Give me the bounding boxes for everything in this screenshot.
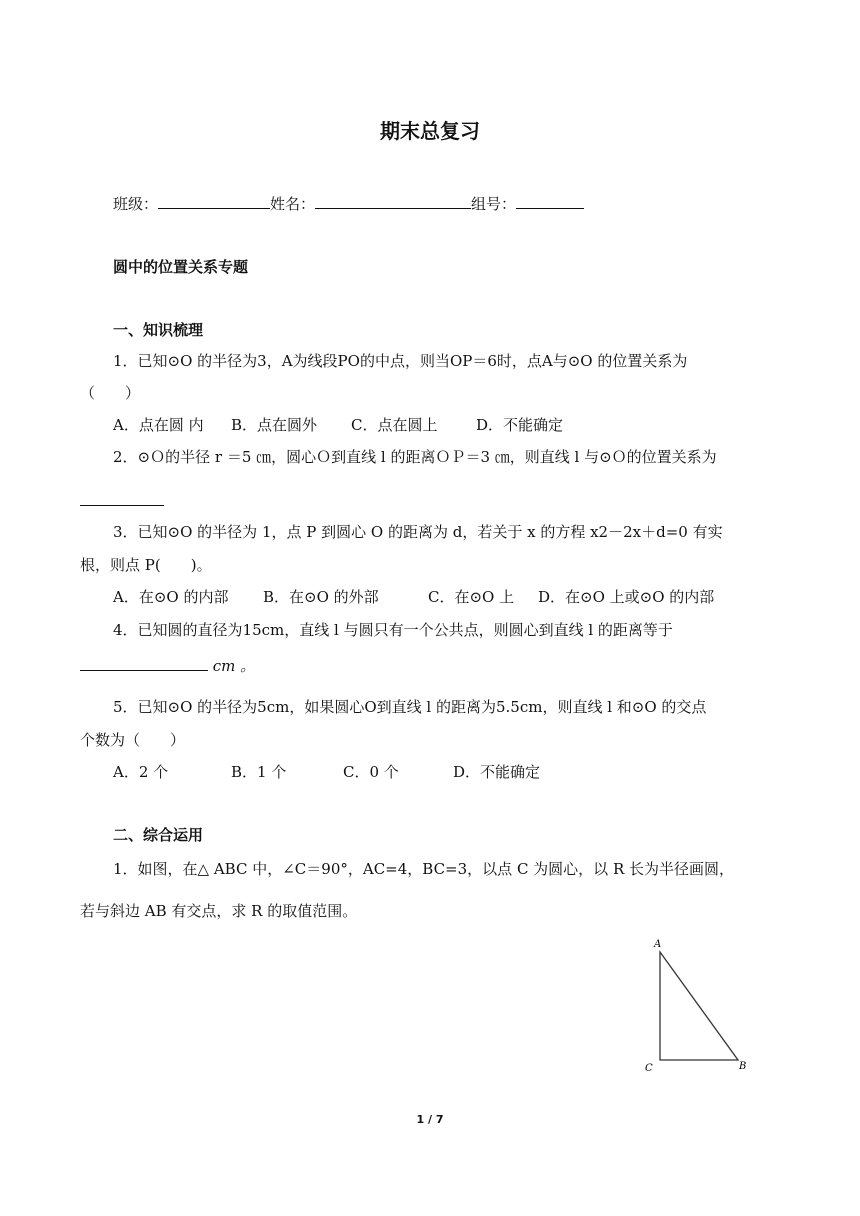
triangle-figure (640, 930, 760, 1080)
s1-q1-options (113, 414, 563, 436)
answer-blank (80, 656, 208, 671)
option-d: D．不能确定 (453, 763, 541, 781)
s1-q5-line1: 5．已知⊙O 的半径为5cm，如果圆心O到直线 l 的距离为5.5cm，则直线 l 和⊙O 的交点 (113, 698, 707, 716)
option-c: C．0 个 (343, 763, 399, 781)
s1-q3-line1: 3．已知⊙O 的半径为 1，点 P 到圆心 O 的距离为 d，若关于 x 的方程 x2－2x＋d=0 有实 (113, 523, 723, 541)
vertex-label-c: C (645, 1063, 653, 1074)
option-a: A．点在圆 内 (113, 416, 204, 434)
option-c: C．在⊙O 上 (428, 588, 515, 606)
vertex-label-b: B (739, 1061, 747, 1072)
student-info-line (113, 193, 584, 215)
option-d: D．不能确定 (476, 416, 564, 434)
option-d: D．在⊙O 上或⊙O 的内部 (538, 588, 715, 606)
s2-q1-line1: 1．如图，在△ ABC 中，∠C＝90°，AC=4，BC=3，以点 C 为圆心，以 R 长为半径画圆， (113, 860, 735, 878)
topic-heading: 圆中的位置关系专题 (113, 258, 249, 276)
section1-heading: 一、知识梳理 (113, 321, 204, 339)
option-b: B．1 个 (231, 763, 287, 781)
name-blank (315, 194, 471, 209)
s1-q1-line2: （ ） (80, 384, 141, 402)
s1-q3-options (113, 586, 714, 608)
name-label: 姓名： (270, 195, 316, 213)
option-b: B．点在圆外 (231, 416, 318, 434)
option-a: A．2 个 (113, 763, 169, 781)
s1-q4-line1: 4．已知圆的直径为15cm，直线 l 与圆只有一个公共点，则圆心到直线 l 的距离等于 (113, 621, 673, 639)
option-a: A．在⊙O 的内部 (113, 588, 229, 606)
group-label: 组号： (471, 195, 517, 213)
class-label: 班级： (113, 195, 159, 213)
class-blank (158, 194, 270, 209)
section2-heading: 二、综合运用 (113, 826, 204, 844)
option-c: C．点在圆上 (351, 416, 438, 434)
triangle-abc (660, 952, 738, 1060)
s1-q2-line1: 2．⊙Ｏ的半径 r ＝5 ㎝，圆心Ｏ到直线 l 的距离ＯＰ＝3 ㎝，则直线 l 与⊙Ｏ的位置关系为 (113, 448, 717, 466)
s2-q1-line2: 若与斜边 AB 有交点，求 R 的取值范围。 (80, 902, 358, 920)
s1-q4-line2 (80, 655, 255, 677)
group-blank (516, 194, 584, 209)
unit-text: cm 。 (212, 657, 256, 675)
s1-q5-options (113, 761, 540, 783)
vertex-label-a: A (654, 939, 662, 950)
s1-q2-answer-blank (80, 490, 164, 512)
page-title: 期末总复习 (380, 119, 480, 143)
s1-q5-line2: 个数为（ ） (80, 731, 186, 749)
s1-q1-line1: 1．已知⊙O 的半径为3，A为线段PO的中点，则当OP＝6时，点A与⊙O 的位置关系为 (113, 352, 688, 370)
option-b: B．在⊙O 的外部 (263, 588, 379, 606)
page-number: 1 / 7 (416, 1113, 444, 1126)
s1-q3-line2: 根，则点 P( )。 (80, 556, 212, 574)
